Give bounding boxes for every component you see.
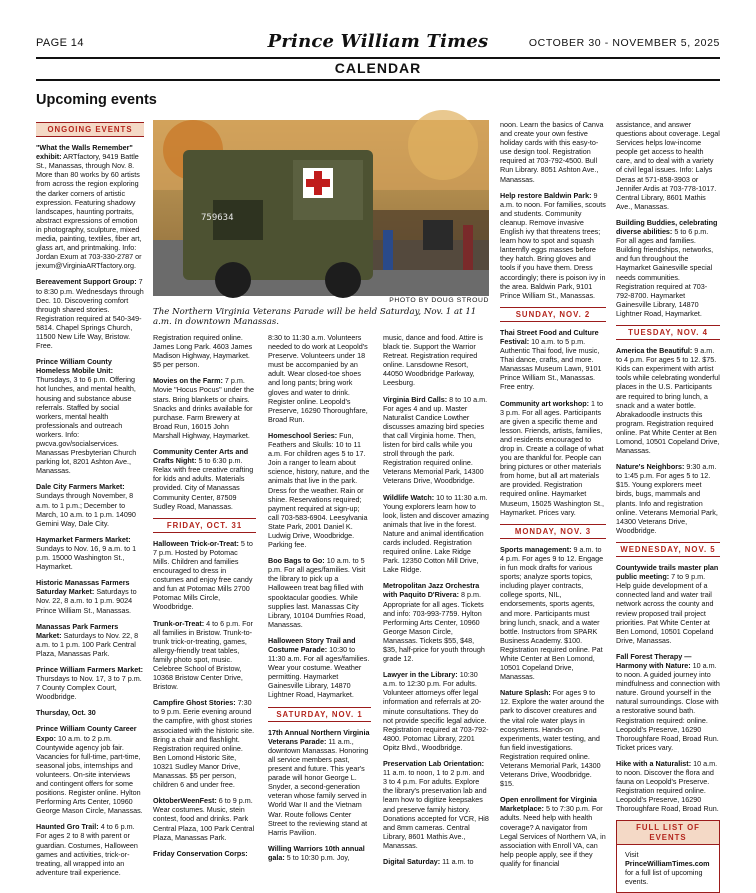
event-item [500, 399, 606, 517]
event-title: Community art workshop: [500, 398, 590, 408]
event-details: 8 p.m. Appropriate for all ages. Tickets and info: 703-993-7759. Hylton Performing Arts Center, 10960 George Mason Circle, Manassas. Tickets $55, $48, $35, half-price for youth through grade 12. [383, 590, 485, 664]
parade-photo-image [153, 120, 489, 296]
full-list-box [616, 820, 720, 893]
event-details: 11 a.m. to noon, 1 to 2 p.m. and 3 to 4 p.m. For adults. Explore the library's preservation lab and learn how to digitize keepsakes and preserve family history. Donations accepted for VCR, Hi8 and 8mm cameras. Central Library, 8601 Mathis Ave., Manassas. [383, 768, 489, 850]
event-item [616, 120, 720, 211]
event-item [616, 563, 720, 645]
event-item [153, 698, 256, 789]
event-item [268, 431, 371, 549]
event-item [153, 849, 256, 858]
event-details: 11 a.m. to [440, 856, 474, 866]
band-ongoing-events: ONGOING EVENTS [36, 122, 144, 137]
column-3 [268, 333, 371, 860]
event-details: 5 to 7:30 p.m. For adults. Need help with health coverage? A navigator from Legal Services of Northern VA, in association with Enroll VA, can help people apply, see if they qualify for financial [500, 804, 606, 868]
event-details: Saturdays to Nov. 22, 8 a.m. to 1 p.m. 100 Park Central Plaza, Manassas Park. [36, 630, 139, 658]
event-title: Manassas Park Farmers Market: [36, 621, 119, 640]
event-details: 9 a.m. to 4 p.m. For ages 5 to 12. $75. Kids can experiment with artist tools while celebrating wonderful places in the U.S. Participants are required to bring lunch, a snack and a water bottle. Abrakadoodle instructs this program. Registration required online. Pat White Center at Ben Lomond, 10501 Copeland Drive, Manassas. [616, 346, 720, 456]
event-title: Prince William County Homeless Mobile Unit: [36, 357, 114, 376]
event-item [383, 670, 489, 752]
full-list-title: FULL LIST OF EVENTS [617, 821, 719, 844]
column-ongoing [36, 120, 144, 877]
event-item [153, 447, 256, 511]
event-item [36, 482, 144, 527]
event-details: 5 to 7 p.m. Hosted by Potomac Mills. Children and families encouraged to dress in costumes and enjoy free candy and fun at Potomac Mills 2700 Potomac Mills Circle, Woodbridge. [153, 538, 253, 612]
event-title: Sports management: [500, 544, 572, 554]
section-title: CALENDAR [334, 60, 422, 76]
event-details: 7 to 8:30 p.m. Wednesdays through Dec. 10. Discovering comfort through shared stories. Registration required at 540-349-5814. Chapel Springs Church, 11500 New Life Way, Bristow. Free. [36, 277, 144, 351]
event-item [153, 333, 256, 369]
column-5 [500, 120, 606, 868]
event-title: Willing Warriors 10th annual gala: [268, 843, 365, 862]
event-title: Nature's Neighbors: [616, 462, 685, 472]
event-title: Thai Street Food and Culture Festival: [500, 327, 599, 346]
event-item [616, 346, 720, 455]
event-details: 6 to 9 p.m. Wear costumes. Music, stein contest, food and drinks. Park Central Plaza, 100 Park Central Plaza, Manassas Park. [153, 796, 255, 842]
event-item [36, 665, 144, 701]
event-item [500, 688, 606, 788]
event-title: Digital Saturday: [383, 856, 441, 866]
full-list-pre: Visit [625, 849, 639, 859]
event-item [153, 796, 256, 841]
section-rule [36, 79, 720, 81]
full-list-link[interactable]: PrinceWilliamTimes.com [625, 858, 710, 868]
event-title: Dale City Farmers Market: [36, 482, 125, 492]
event-details: 10 to 11:30 a.m. Young explorers learn how to look, listen and discover amazing animals that live in the forest. Nature and animal identification cards included. Registration required online. Lake Ridge Park. 12350 Cotton Mill Drive, Lake Ridge. [383, 492, 489, 575]
event-title: America the Beautiful: [616, 346, 693, 356]
event-title: "What the Walls Remember" exhibit: [36, 143, 133, 162]
band-saturday-nov-1: SATURDAY, NOV. 1 [268, 707, 371, 722]
issue-dates: OCTOBER 30 - NOVEMBER 5, 2025 [528, 37, 720, 49]
event-title: Community Center Arts and Crafts Night: [153, 447, 249, 466]
event-item [616, 462, 720, 535]
event-details: 10 a.m. to 5 p.m. Authentic Thai food, live music, Thai dance, crafts, and more. Manassas Museum Lawn, 9101 Prince William St., Manassas. Free entry. [500, 336, 602, 392]
event-item [383, 759, 489, 850]
event-details: For ages 9 to 12. Explore the water around the park to discover creatures and the vital role water plays in ecosystems. Hands-on experiments, water testing, and fun field investigations. Registration required online. Veterans Memorial Park, 14300 Veterans Drive, Woodbridge. $15. [500, 688, 605, 789]
band-tuesday-nov-4: TUESDAY, NOV. 4 [616, 325, 720, 340]
event-details: Sundays through November, 8 a.m. to 1 p.m.; December to March, 10 a.m. to 1 p.m. 14090 Gemini Way, Dale City. [36, 491, 136, 528]
vehicle-number: 759634 [201, 213, 234, 223]
full-list-text [617, 845, 719, 892]
event-details: 4 to 6 p.m. For ages 2 to 8 with parent or guardian. Costumes, Halloween games and activities, trick-or-treating, all wrapped into an adventure trail experience. [36, 822, 138, 877]
event-item [153, 619, 256, 692]
event-details: 8 to 10 a.m. For ages 4 and up. Master Naturalist Candice Lowther discusses amazing bird species that call Virginia home. Then, listen for bird calls while you stroll through the park. Registration required online. Veterans Memorial Park, 14300 Veterans Drive, Woodbridge. [383, 394, 488, 486]
event-details: 7 to 9 p.m. Help guide development of a connected land and water trail network across the county and review proposed trail project priorities. Pat White Center at Ben Lomond, 10501 Copeland Drive, Manassas. [616, 572, 714, 645]
event-title: Thursday, Oct. 30 [36, 708, 96, 718]
event-title: Prince William County Career Expo: [36, 724, 137, 743]
event-title: Countywide trails master plan public meeting: [616, 563, 719, 582]
event-item [36, 535, 144, 571]
event-item [500, 328, 606, 392]
photo-caption: The Northern Virginia Veterans Parade will be held Saturday, Nov. 1 at 11 a.m. in downtown Manassas. [153, 307, 477, 328]
band-friday-oct-31: FRIDAY, OCT. 31 [153, 518, 256, 533]
event-details: Thursdays, 3 to 6 p.m. Offering hot lunches, and mental health, housing and substance abuse referrals. Staffed by social workers, mental health professionals and outreach workers. Info: pwcva.gov/socialservices. Manassas Presbyterian Church parking lot, 8201 Ashton Ave., Manassas. [36, 375, 137, 476]
event-title: Fall Forest Therapy — Harmony with Nature: [616, 651, 692, 670]
event-item [616, 218, 720, 318]
event-details: 10 a.m. to 5 p.m. For all ages/families. Visit the library to pick up a Halloween treat bag filled with spooktacular goodies. While supplies last. Manassas City Library, 10104 Dumfries Road, Manassas. [268, 556, 366, 629]
event-details: 10:30 to 11:30 a.m. For all ages/families. Wear your costume. Weather permitting. Haymarket Gainesville Library, 14870 Lightner Road, Haymarket. [268, 645, 370, 700]
event-item [268, 333, 371, 424]
event-title: Haymarket Farmers Market: [36, 534, 131, 544]
event-details: assistance, and answer questions about coverage. Legal Services helps low-income people get access to health care, and to deal with a variety of civil legal issues. Info: Lalys Deras at 571-858-3903 or Jennifer Ardis at 703-778-1017. Central Library, 8601 Mathis Ave., Manassas. [616, 120, 720, 211]
event-item [153, 539, 256, 612]
event-title: OktoberWeenFest: [153, 796, 217, 806]
event-item [500, 191, 606, 300]
event-item [36, 708, 144, 717]
event-item [153, 376, 256, 440]
event-title: Building Buddies, celebrating diverse abilities: [616, 217, 718, 237]
event-title: Boo Bags to Go: [268, 556, 325, 566]
event-details: 4 to 6 p.m. For all families in Bristow. Trunk-to-trunk trick-or-treating, games, allergy-friendly treat tables, family photo spot, music. Celebree School of Bristow, 10368 Bristow Center Drive, Bristow. [153, 618, 253, 692]
event-title: Homeschool Series: [268, 430, 338, 440]
event-title: Nature Splash: [500, 688, 551, 698]
event-details: 5 to 6 p.m. For all ages and families. Building friendships, networks, and fun throughout the Haymarket Gainesville special needs communities. Registration required at 703-792-8700. Haymarket Gainesville Library, 14870 Lightner Road, Haymarket. [616, 227, 714, 318]
event-details: Registration required online. James Long Park. 4603 James Madison Highway, Haymarket. $5 per person. [153, 333, 253, 370]
event-title: Virginia Bird Calls: [383, 394, 448, 404]
event-details: 8:30 to 11:30 a.m. Volunteers needed to do work at Leopold's Preserve. Volunteers under 18 must be accompanied by an adult. Wear closed-toe shoes and long pants; bring work gloves and water to drink. Register online. Leopold's Preserve, 16290 Thoroughfare, Broad Run. [268, 333, 368, 424]
event-details: 10 a.m. to noon. Discover the flora and fauna on Leopold's Preserve. Registration required online. Leopold's Preserve, 16290 Thoroughfare Road, Broad Run. [616, 758, 719, 814]
event-title: Hike with a Naturalist: [616, 758, 692, 768]
page-number: PAGE 14 [36, 37, 84, 49]
event-details: 7:30 to 9 p.m. Eerie evening around the campfire, with ghost stories associated with the historic site. Bring a chair and flashlight. Registration required online. Ben Lomond Historic Site, 10321 Sudley Manor Drive, Manassas. $5 per person, children 6 and under free. [153, 698, 255, 790]
masthead: Prince William Times [267, 31, 489, 52]
event-item [268, 844, 371, 862]
full-list-post: for a full list of upcoming events. [625, 867, 703, 886]
event-title: Lawyer in the Library: [383, 670, 458, 680]
event-title: Halloween Trick-or-Treat: [153, 538, 239, 548]
event-item [36, 622, 144, 658]
event-item [500, 120, 606, 184]
event-details: 9 a.m. to 4 p.m. For ages 9 to 12. Engage in fun mock drafts for various sports; analyze sports topics, including player contracts, college sports, NIL, endorsements, sports agents, and more. Participants must bring lunch, snack, and a water bottle. Instructors from SPARK Business Academy. $100. Registration required online. Pat White Center at Ben Lomond, 10501 Copeland Drive, Manassas. [500, 544, 604, 682]
column-2 [153, 333, 256, 860]
event-title: Bereavement Support Group: [36, 277, 137, 287]
event-title: 17th Annual Northern Virginia Veterans Parade: [268, 727, 370, 746]
event-details: 11 a.m., downtown Manassas. Honoring all service members past, present and future. This year's parade will honor George L. Snyder, a second-generation veteran whose family served in World War II and the Vietnam War. Route follows Center Street to the reviewing stand at Harris Pavilion. [268, 736, 369, 837]
page-heading: Upcoming events [36, 92, 157, 108]
event-item [500, 795, 606, 868]
column-6 [616, 120, 720, 886]
event-details: Thursdays to Nov. 17, 3 to 7 p.m. 7 County Complex Court, Woodbridge. [36, 674, 142, 702]
band-monday-nov-3: MONDAY, NOV. 3 [500, 524, 606, 539]
event-title: Halloween Story Trail and Costume Parade: [268, 635, 356, 654]
event-details: music, dance and food. Attire is black tie. Support the Warrior Retreat. Registration required online. Lansdowne Resort, 44050 Woodbridge Parkway, Leesburg. [383, 333, 483, 388]
event-title: Preservation Lab Orientation: [383, 759, 485, 769]
event-item [383, 493, 489, 575]
event-item [616, 652, 720, 752]
event-details: 10 a.m. to 2 p.m. Countywide agency job fair. Vacancies for full-time, part-time, seasonal jobs, internships and volunteers. On-site interviews and contingent offers for some positions. Register online. Hylton Performing Arts Center, 10960 George Mason Circle, Manassas. [36, 733, 143, 816]
event-details: ARTfactory, 9419 Battle St., Manassas, through Nov. 8. More than 80 works by 60 artists from across the region exploring the darker corners of artistic expression. Featuring shadowy landscapes, haunting portraits, abstract expressions of emotion in photography, sculpture, mixed media, painting, textiles, fiber art, glass art, and printmaking. Info: Jordan Exum at 703-330-2787 or jexum@VirginiaARTfactory.org. [36, 152, 142, 271]
event-title: Metropolitan Jazz Orchestra with Paquito D'Rivera: [383, 581, 480, 600]
event-details: noon. Learn the basics of Canva and create your own festive holiday cards with this easy-to-use design tool. Registration required at 703-792-4500. Bull Run Library. 8051 Ashton Ave., Manassas. [500, 120, 604, 184]
parade-photo [153, 120, 489, 296]
event-title: Historic Manassas Farmers Saturday Market: [36, 578, 130, 597]
event-item [383, 333, 489, 388]
event-title: Trunk-or-Treat: [153, 618, 205, 628]
event-details: 7 p.m. Movie "Hocus Pocus" under the stars. Bring blankets or chairs. Snacks and drinks available for purchase. Farm Brewery at Broad Run, 16015 John Marshall Highway, Haymarket. [153, 376, 254, 440]
event-item [383, 857, 489, 866]
event-title: Friday Conservation Corps: [153, 848, 248, 858]
event-item [36, 277, 144, 350]
event-item [268, 636, 371, 700]
event-title: Open enrollment for Virginia Marketplace: [500, 795, 597, 814]
event-item [36, 578, 144, 614]
event-item [268, 728, 371, 837]
event-title: Wildlife Watch: [383, 492, 435, 502]
event-item [36, 822, 144, 877]
event-details: 10 a.m. to noon. A guided journey into mindfulness and connection with nature. Ground yourself in the natural surroundings. Close with a restorative sound bath. Registration required: online. Leopold's Preserve, 16290 Thoroughfare Road, Broad Run. Ticket prices vary. [616, 660, 720, 752]
band-wednesday-nov-5: WEDNESDAY, NOV. 5 [616, 542, 720, 557]
band-sunday-nov-2: SUNDAY, NOV. 2 [500, 307, 606, 322]
event-item [383, 581, 489, 663]
event-details: Saturdays to Nov. 22, 8 a.m. to 1 p.m. 9024 Prince William St., Manassas. [36, 587, 137, 615]
event-details: 10:30 a.m. to 12:30 p.m. For adults. Volunteer attorneys offer legal information and referrals at 20-minute consultations. They do not provide specific legal advice. Registration required at 703-792-4800. Potomac Library, 2201 Opitz Blvd., Woodbridge. [383, 670, 489, 752]
event-item [36, 143, 144, 270]
event-details: 5 to 6:30 p.m. Relax with free creative crafting for kids and adults. Materials provided. City of Manassas Community Center, 87509 Sudley Road, Manassas. [153, 456, 254, 511]
event-details: 9 a.m. to noon. For families, scouts and students. Community cleanup. Remove invasive English ivy that threatens trees; learn how to spot and squash lanternfly eggs masses before they hatch. Bring gloves and tools if you have them. Dress accordingly; there is poison ivy in the area. Baldwin Park, 9101 Prince William St., Manassas. [500, 190, 606, 300]
page-header [36, 31, 720, 57]
event-details: Sundays to Nov. 16, 9 a.m. to 1 p.m. 15000 Washington St., Haymarket. [36, 543, 137, 572]
header-rule [36, 57, 720, 59]
event-title: Prince William Farmers Market: [36, 664, 143, 674]
event-details: Fun, Feathers and Skulls: 10 to 11 a.m. For children ages 5 to 17. Join a ranger to learn about science, history, nature, and the animals that live in the park. Dress for the weather. Rain or shine. Reservations required; payment required at sign-up; call 703-583-6904. Leesylvania State Park, 2001 Daniel K. Ludwig Drive, Woodbridge. Parking fee. [268, 430, 370, 550]
event-details: 9:30 a.m. to 1:45 p.m. For ages 5 to 12. $15. Young explorers meet birds, bugs, mammals and plants. Info and registration online. Veterans Memorial Park, 14300 Veterans Drive, Woodbridge. [616, 462, 718, 535]
event-item [383, 395, 489, 486]
event-item [36, 724, 144, 815]
event-item [36, 357, 144, 475]
event-title: Haunted Gro Trail: [36, 822, 99, 832]
event-item [268, 556, 371, 629]
event-title: Campfire Ghost Stories: [153, 698, 236, 708]
event-item [500, 545, 606, 681]
event-title: Help restore Baldwin Park: [500, 190, 592, 200]
photo-credit: PHOTO BY DOUG STROUD [389, 297, 489, 304]
event-details: 5 to 10:30 p.m. Joy, [284, 852, 350, 862]
column-4 [383, 333, 489, 866]
event-item [616, 759, 720, 814]
event-title: Movies on the Farm: [153, 376, 223, 386]
event-details: 1 to 3 p.m. For all ages. Participants are given a specific theme and lesson. Friends, artists, families, and residents encouraged to drop in. Create a collage of what you are thankful for. People can bring pictures or other materials from home, but all art materials are provided. Registration required online. Haymarket Museum, 15025 Washington St., Haymarket. Prices vary. [500, 398, 605, 517]
